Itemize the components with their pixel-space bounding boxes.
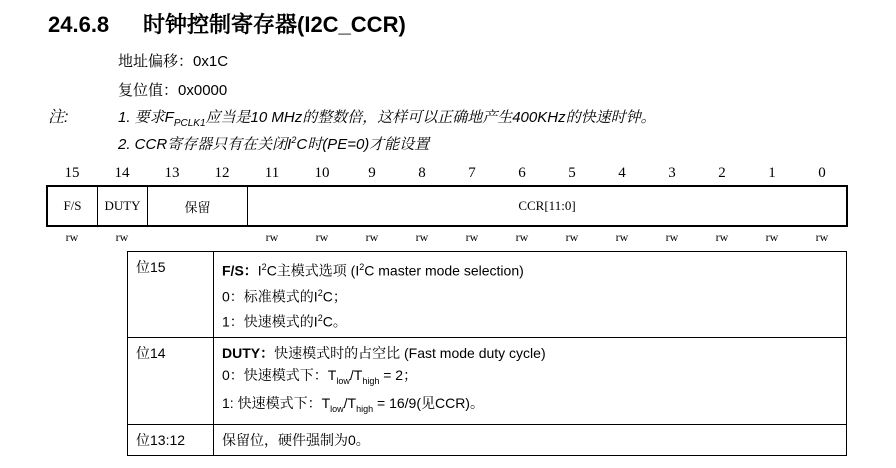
text: C主模式选项 (I: [266, 262, 360, 279]
access-type: rw: [415, 230, 429, 244]
subscript: low: [330, 403, 344, 414]
bit-number: 8: [418, 165, 426, 181]
text: I: [257, 262, 262, 279]
field-duty: DUTY: [98, 187, 148, 225]
field-ccr: CCR[11:0]: [518, 198, 576, 213]
bit-number: 11: [264, 165, 280, 181]
text: 1：快速模式的I: [222, 313, 318, 330]
bit-number: 2: [718, 165, 726, 181]
bit-number: 12: [214, 165, 230, 181]
bit-position-cell: 位13:12: [128, 424, 214, 455]
access-type: rw: [465, 230, 479, 244]
bit-number: 5: [568, 165, 576, 181]
text: 0：快速模式下：T: [222, 366, 337, 383]
text: /T: [349, 366, 363, 383]
access-type: rw: [115, 230, 129, 244]
address-offset: [118, 50, 228, 71]
text: C；: [322, 288, 347, 305]
superscript: 2: [261, 262, 267, 272]
bit-description-cell: [214, 337, 847, 424]
access-type: rw: [65, 230, 79, 244]
field-reserved: 保留: [148, 187, 248, 225]
bit-number: 9: [368, 165, 376, 181]
text: = 2；: [379, 366, 418, 383]
description-option: [222, 364, 838, 392]
bit-number: 7: [468, 165, 476, 181]
access-type: rw: [365, 230, 379, 244]
bit-description-cell: [214, 252, 847, 338]
description-title: [222, 256, 838, 282]
address-offset-label: 地址偏移：: [118, 53, 194, 70]
access-type: rw: [315, 230, 329, 244]
field-name: F/S：: [222, 262, 258, 279]
description-option: [222, 392, 838, 420]
reset-value-label: 复位值：: [118, 82, 179, 99]
access-type: rw: [815, 230, 829, 244]
bit-number: 15: [64, 165, 80, 181]
note-1-text-b: 应当是10 MHz的整数倍，这样可以正确地产生400KHz的快速时钟。: [205, 109, 656, 126]
bit-number: 4: [618, 165, 626, 181]
section-number: 24.6.8: [48, 12, 110, 37]
register-bit-field-box: [46, 185, 848, 227]
text: /T: [343, 394, 357, 411]
bit-number: 10: [314, 165, 330, 181]
superscript: 2: [359, 262, 365, 272]
table-row: [128, 424, 847, 455]
note-2-text-a: 2. CCR寄存器只有在关闭I: [118, 136, 292, 153]
access-type: rw: [715, 230, 729, 244]
bit-number: 1: [768, 165, 776, 181]
table-row: [128, 337, 847, 424]
text: 1: 快速模式下：T: [222, 394, 331, 411]
bit-description-table: [127, 251, 847, 456]
bit-number: 14: [114, 165, 130, 181]
note-label: 注:: [48, 109, 69, 126]
access-type: rw: [765, 230, 779, 244]
note-2-text-b: C时(PE=0)才能设置: [296, 136, 430, 153]
section-title: 时钟控制寄存器(I2C_CCR): [143, 12, 406, 37]
text: = 16/9(见CCR)。: [373, 394, 484, 411]
bit-number: 3: [668, 165, 676, 181]
field-fs: F/S: [48, 187, 98, 225]
address-offset-value: 0x1C: [193, 53, 229, 70]
bit-number: 6: [518, 165, 526, 181]
text: C。: [322, 313, 347, 330]
text: 快速模式时的占空比 (Fast mode duty cycle): [274, 344, 546, 361]
bit-number: 0: [818, 165, 826, 181]
superscript: 2: [317, 313, 323, 324]
subscript: high: [362, 375, 380, 386]
bit-number: 13: [164, 165, 180, 181]
note-1-subscript: PCLK1: [173, 118, 206, 129]
table-row: [128, 252, 847, 338]
description-option: [222, 282, 838, 308]
superscript: 2: [317, 287, 323, 298]
note-2-superscript: 2: [291, 135, 297, 145]
access-type: rw: [265, 230, 279, 244]
reset-value-value: 0x0000: [178, 82, 228, 99]
text: 0：标准模式的I: [222, 288, 318, 305]
bit-position-cell: 位15: [128, 252, 214, 338]
subscript: low: [336, 375, 350, 386]
note-line-2: [118, 133, 429, 154]
description-title: [222, 342, 838, 364]
access-type: rw: [515, 230, 529, 244]
section-heading: [48, 8, 406, 39]
text: C master mode selection): [364, 262, 524, 279]
access-type: rw: [665, 230, 679, 244]
note-line-1: [118, 106, 656, 129]
access-type: rw: [565, 230, 579, 244]
field-name: DUTY：: [222, 344, 275, 361]
subscript: high: [356, 403, 374, 414]
access-type: rw: [615, 230, 629, 244]
reset-value: [118, 79, 227, 100]
bit-description-cell: 保留位，硬件强制为0。: [214, 424, 847, 455]
description-option: [222, 307, 838, 333]
note-1-text-a: 1. 要求F: [118, 109, 174, 126]
bit-position-cell: 位14: [128, 337, 214, 424]
